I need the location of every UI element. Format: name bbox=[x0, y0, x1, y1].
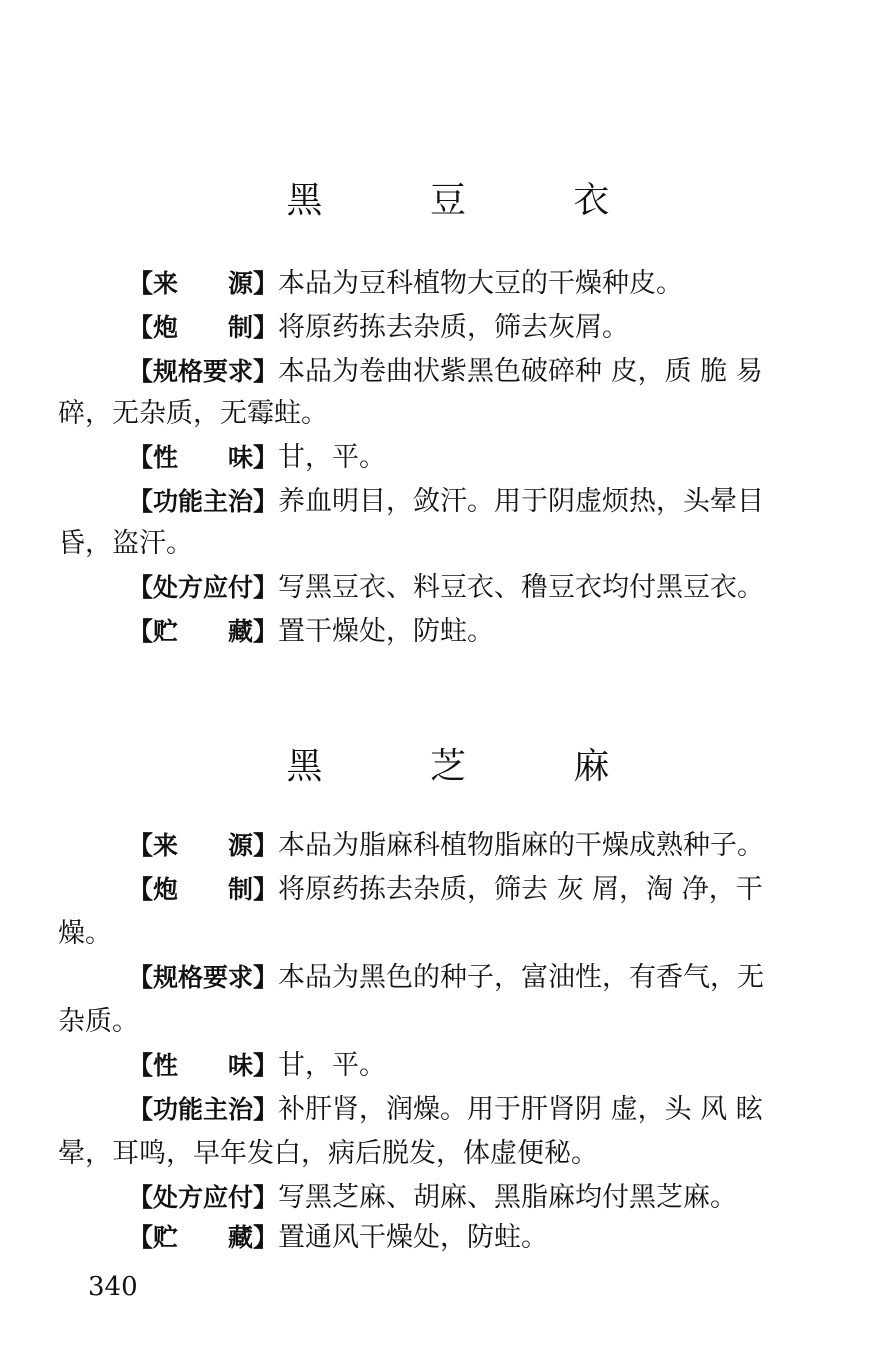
field-label: 【处方应付】 bbox=[128, 573, 279, 602]
entry-line bbox=[128, 874, 763, 906]
field-label: 【炮 制】 bbox=[128, 313, 279, 342]
field-text: 置干燥处，防蛀。 bbox=[278, 616, 495, 647]
continuation-line: 燥。 bbox=[58, 918, 112, 949]
entry-line bbox=[128, 486, 764, 518]
field-text: 写黑芝麻、胡麻、黑脂麻均付黑芝麻。 bbox=[278, 1182, 738, 1213]
field-text: 本品为卷曲状紫黑色破碎种 皮，质 脆 易 bbox=[278, 356, 763, 387]
entry-line bbox=[128, 1050, 386, 1082]
field-label: 【来 源】 bbox=[128, 831, 279, 860]
field-text: 将原药拣去杂质，筛去灰屑。 bbox=[278, 312, 630, 343]
field-text: 养血明目，敛汗。用于阴虚烦热，头晕目 bbox=[278, 486, 765, 517]
continuation-line: 晕，耳鸣，早年发白，病后脱发，体虚便秘。 bbox=[58, 1138, 598, 1169]
field-label: 【性 味】 bbox=[128, 1051, 279, 1080]
entry-title: 黑 豆 衣 bbox=[286, 180, 658, 221]
continuation-line: 碎，无杂质，无霉蛀。 bbox=[58, 398, 328, 429]
field-text: 本品为脂麻科植物脂麻的干燥成熟种子。 bbox=[278, 830, 765, 861]
field-label: 【功能主治】 bbox=[128, 487, 279, 516]
field-label: 【处方应付】 bbox=[128, 1183, 279, 1212]
field-label: 【规格要求】 bbox=[128, 357, 279, 386]
field-text: 本品为豆科植物大豆的干燥种皮。 bbox=[278, 268, 684, 299]
entry-line bbox=[128, 1182, 737, 1214]
entry-line bbox=[128, 1222, 548, 1254]
entry-line bbox=[128, 616, 494, 648]
entry-title: 黑 芝 麻 bbox=[286, 746, 658, 787]
field-text: 写黑豆衣、料豆衣、穞豆衣均付黑豆衣。 bbox=[278, 572, 765, 603]
field-text: 甘，平。 bbox=[278, 1050, 387, 1081]
field-text: 补肝肾，润燥。用于肝肾阴 虚，头 风 眩 bbox=[278, 1094, 763, 1125]
field-text: 将原药拣去杂质，筛去 灰 屑，淘 净，干 bbox=[278, 874, 763, 905]
field-label: 【性 味】 bbox=[128, 443, 279, 472]
field-text: 置通风干燥处，防蛀。 bbox=[278, 1222, 549, 1253]
field-label: 【贮 藏】 bbox=[128, 617, 279, 646]
entry-line bbox=[128, 356, 763, 388]
field-label: 【贮 藏】 bbox=[128, 1223, 279, 1252]
entry-line bbox=[128, 1094, 763, 1126]
field-text: 甘，平。 bbox=[278, 442, 387, 473]
entry-line bbox=[128, 312, 629, 344]
entry-line bbox=[128, 962, 764, 994]
continuation-line: 昏，盗汗。 bbox=[58, 528, 193, 559]
field-text: 本品为黑色的种子，富油性，有香气，无 bbox=[278, 962, 765, 993]
entry-line bbox=[128, 830, 764, 862]
field-label: 【来 源】 bbox=[128, 269, 279, 298]
continuation-line: 杂质。 bbox=[58, 1006, 139, 1037]
field-label: 【功能主治】 bbox=[128, 1095, 279, 1124]
entry-line bbox=[128, 268, 683, 300]
page-number: 340 bbox=[88, 1272, 138, 1302]
field-label: 【规格要求】 bbox=[128, 963, 279, 992]
entry-line bbox=[128, 442, 386, 474]
field-label: 【炮 制】 bbox=[128, 875, 279, 904]
entry-line bbox=[128, 572, 764, 604]
